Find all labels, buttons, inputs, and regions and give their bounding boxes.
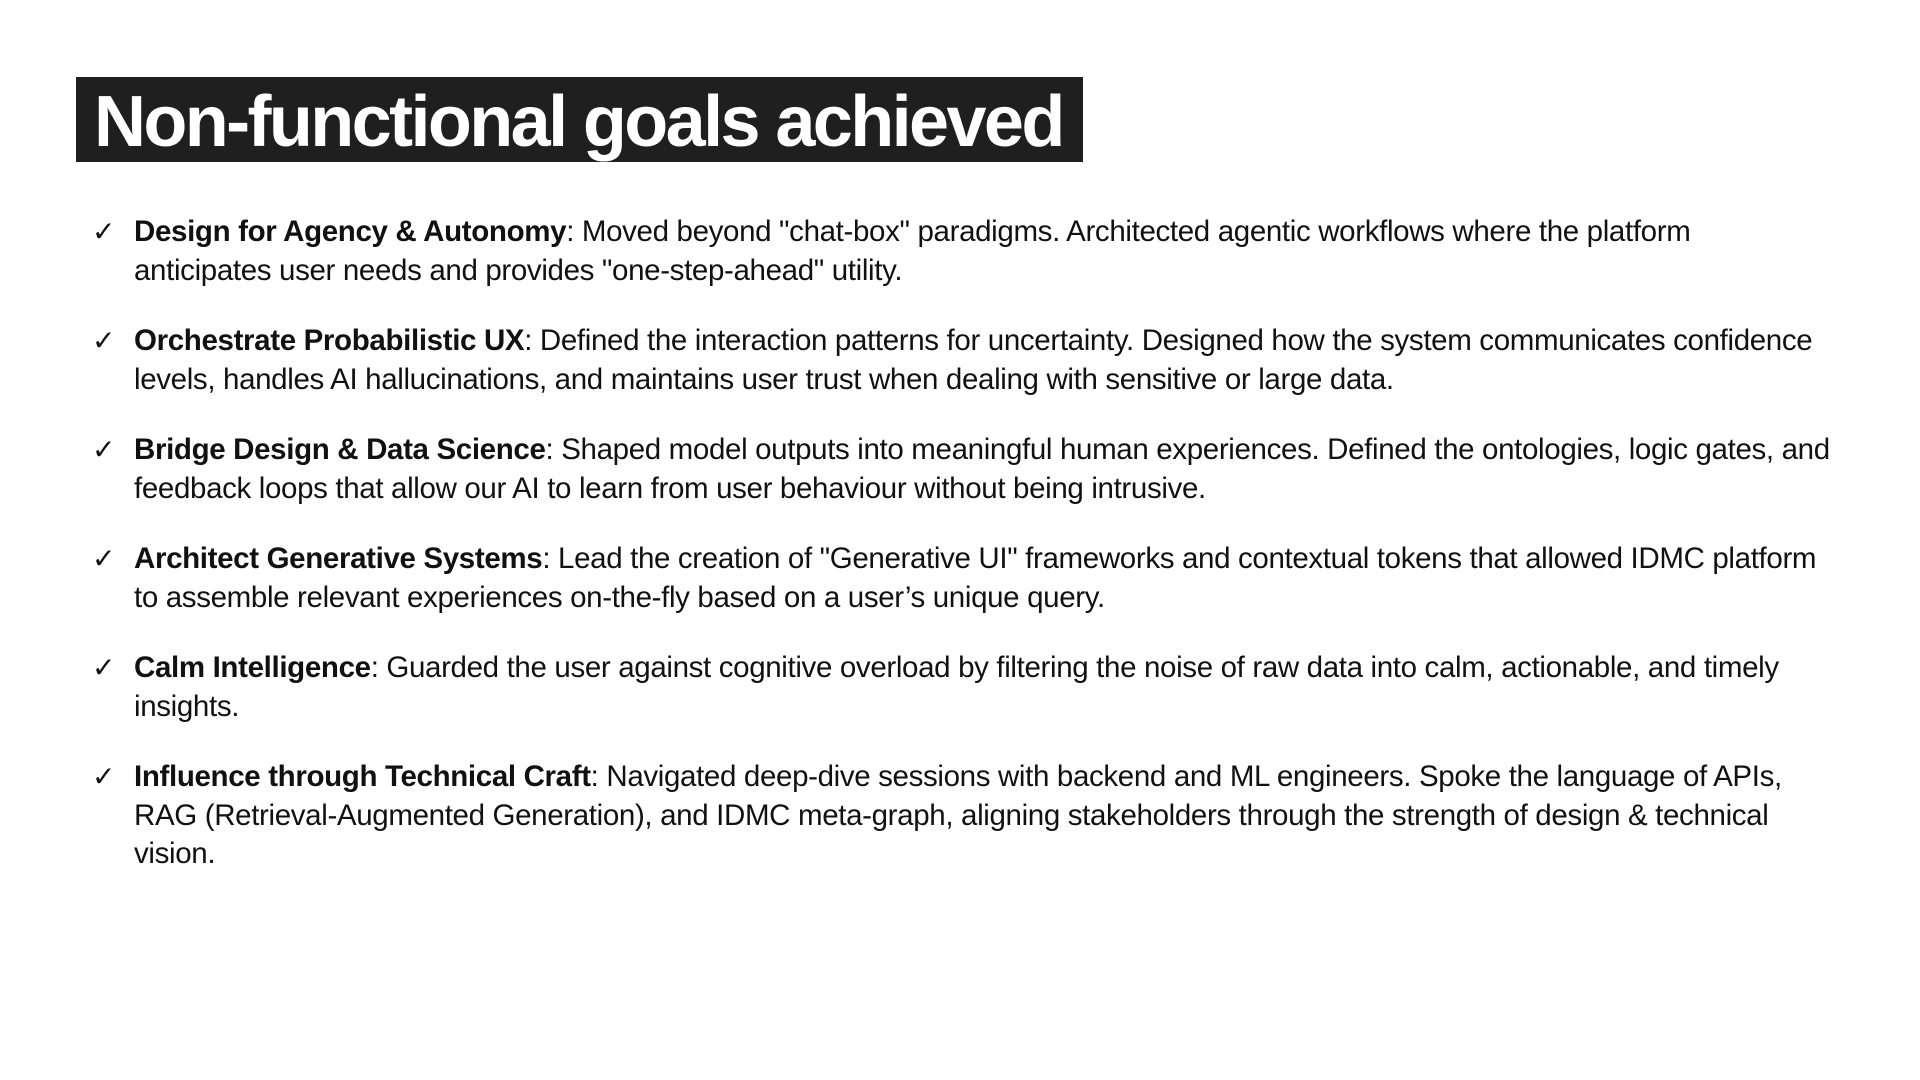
goal-description: : Lead the creation of "Generative UI" frameworks and contextual tokens that allowed IDMC platform to assemble relevant experiences on-the-fly based on a user’s unique query. <box>134 542 1817 614</box>
checkmark-icon: ✓ <box>92 651 116 684</box>
goal-description: : Navigated deep-dive sessions with backend and ML engineers. Spoke the language of APIs, RAG (Retrieval-Augmented Generation), and IDMC meta-graph, aligning stakeholders through the strength of design & technical vision. <box>134 760 1782 870</box>
goal-item-design-data-science <box>92 431 1832 508</box>
checkmark-icon: ✓ <box>92 542 116 575</box>
goal-item-probabilistic-ux <box>92 322 1832 399</box>
goal-title: Orchestrate Probabilistic UX <box>134 324 525 357</box>
goal-title: Bridge Design & Data Science <box>134 433 546 466</box>
checkmark-icon: ✓ <box>92 215 116 248</box>
goal-title: Influence through Technical Craft <box>134 760 591 793</box>
goal-description: : Moved beyond "chat-box" paradigms. Architected agentic workflows where the platform anticipates user needs and provides "one-step-ahead" utility. <box>134 215 1691 287</box>
checkmark-icon: ✓ <box>92 324 116 357</box>
goal-item-technical-craft <box>92 758 1832 874</box>
goal-item-agency-autonomy <box>92 213 1832 290</box>
title-banner <box>76 77 1083 162</box>
slide-title: Non-functional goals achieved <box>94 81 1063 162</box>
goal-description: : Shaped model outputs into meaningful human experiences. Defined the ontologies, logic gates, and feedback loops that allow our AI to learn from user behaviour without being intrusive. <box>134 433 1830 505</box>
goal-title: Calm Intelligence <box>134 651 371 684</box>
goal-title: Architect Generative Systems <box>134 542 543 575</box>
goal-description: : Defined the interaction patterns for uncertainty. Designed how the system communicates confidence levels, handles AI hallucinations, and maintains user trust when dealing with sensitive or large data. <box>134 324 1813 396</box>
checkmark-icon: ✓ <box>92 760 116 793</box>
goal-title: Design for Agency & Autonomy <box>134 215 567 248</box>
goal-item-generative-systems <box>92 540 1832 617</box>
goal-description: : Guarded the user against cognitive overload by filtering the noise of raw data into calm, actionable, and timely insights. <box>134 651 1779 723</box>
goals-list <box>92 213 1832 906</box>
checkmark-icon: ✓ <box>92 433 116 466</box>
goal-item-calm-intelligence <box>92 649 1832 726</box>
